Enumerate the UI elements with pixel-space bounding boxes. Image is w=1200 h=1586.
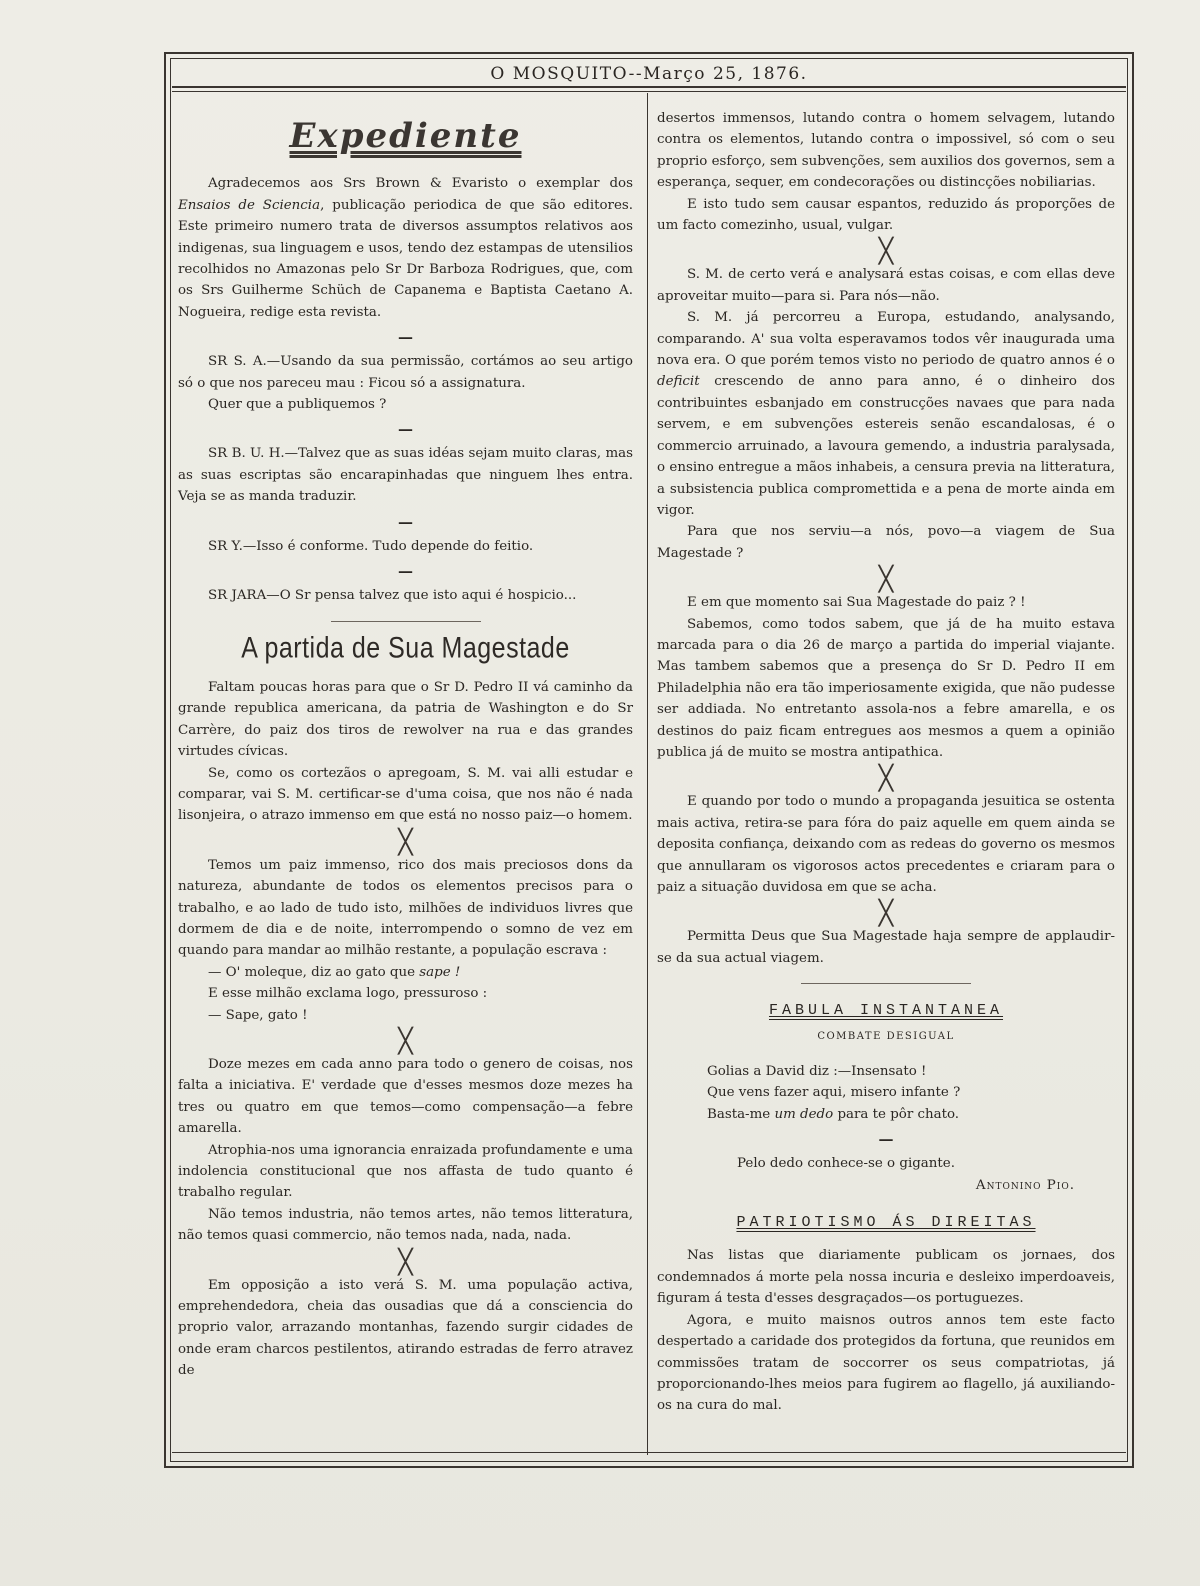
fable-subtitle: COMBATE DESIGUAL	[817, 1030, 955, 1042]
article-paragraph: S. M. de certo verá e analysará estas coisas, e com ellas deve aproveitar muito—para si. Para nós—não.	[657, 267, 1115, 304]
article-paragraph: E isto tudo sem causar espantos, reduzido ás proporções de um facto comezinho, usual, vulgar.	[657, 196, 1115, 234]
text-run: para te pôr chato.	[833, 1106, 960, 1122]
journal-title: Ensaios de Sciencia	[178, 197, 321, 213]
article-paragraph: Em opposição a isto verá S. M. uma população activa, emprehendedora, cheia das ousadias que dá a consciencia do proprio valor, arrazando montanhas, fazendo surgir cidades de onde eram charcos pestilentos, atirando estradas de ferro atravez de	[178, 1277, 633, 1379]
expediente-note: SR JARA—O Sr pensa talvez que isto aqui é hospicio...	[208, 588, 577, 604]
text-run: crescendo de anno para anno, é o dinheiro dos contribuintes esbanjado em construcções navaes que para nada servem, e em subvenções estereis senão escandalosas, é o commercio arruinado, a lavoura gemendo, a industria paralysada, o ensino entregue a mãos inhabeis, a censura previa na litteratura, a subsistencia publica compromettida e a pena de morte ainda em vigor.	[657, 374, 1115, 518]
dash-separator: —	[398, 420, 413, 439]
dash-separator: —	[878, 1130, 894, 1149]
cross-separator: ╳	[878, 565, 894, 594]
masthead-rule	[172, 91, 1126, 92]
article-paragraph: Se, como os cortezãos o apregoam, S. M. vai alli estudar e comparar, vai S. M. certificar-se d'uma coisa, que nos não é nada lisonjeira, o atrazo immenso em que está no nosso paiz—o homem.	[178, 765, 633, 824]
patriotismo-title: PATRIOTISMO ÁS DIREITAS	[736, 1214, 1036, 1232]
right-column	[657, 108, 1115, 1417]
text-run: S. M. já percorreu a Europa, estudando, analysando, comparando. A' sua volta esperavamos todos vêr inaugurada uma nova era. O que porém temos visto no periodo de quatro annos é o	[657, 310, 1115, 369]
text-run-italic: um dedo	[774, 1106, 834, 1122]
cross-separator: ╳	[878, 899, 894, 928]
cross-separator: ╳	[398, 1247, 413, 1276]
dash-separator: —	[398, 512, 413, 531]
text-run-italic: sape !	[419, 964, 461, 980]
article-paragraph: Sabemos, como todos sabem, que já de ha muito estava marcada para o dia 26 de março a partida do imperial viajante. Mas tambem sabemos que a presença do Sr D. Pedro II em Philadelphia não era tão imperiosamente exigida, que não pudesse ser addiada. No entretanto assola-nos a febre amarella, e os destinos do paiz ficam entregues aos mesmos a quem a opinião publica já de muito se mostra antipathica.	[657, 616, 1115, 760]
cross-separator: ╳	[878, 237, 894, 266]
article-paragraph: Faltam poucas horas para que o Sr D. Pedro II vá caminho da grande republica americana, da patria de Washington e do Sr Carrère, do paiz dos tiros de rewolver na rua e das grandes virtudes cívicas.	[178, 679, 633, 760]
text-run-italic: deficit	[657, 374, 700, 390]
dash-separator: —	[398, 562, 413, 581]
article-paragraph: Não temos industria, não temos artes, não temos litteratura, não temos quasi commercio, não temos nada, nada, nada.	[178, 1206, 633, 1244]
article-paragraph: Doze mezes em cada anno para todo o genero de coisas, nos falta a iniciativa. E' verdade que d'esses mesmos doze mezes ha tres ou quatro em que temos—como compensação—a febre amarella.	[178, 1057, 633, 1137]
expediente-note: SR S. A.—Usando da sua permissão, cortámos ao seu artigo só o que nos pareceu mau : Ficou só a assignatura.	[178, 354, 633, 391]
section-separator	[801, 983, 971, 984]
article-paragraph: — Sape, gato !	[208, 1007, 308, 1023]
article-paragraph: E em que momento sai Sua Magestade do paiz ? !	[687, 595, 1026, 611]
fable-author: Antonino Pio.	[975, 1177, 1075, 1193]
fable-moral: Pelo dedo conhece-se o gigante.	[737, 1156, 955, 1172]
text-run: Agradecemos aos Srs Brown & Evaristo o exemplar dos	[208, 176, 633, 192]
article-paragraph: E quando por todo o mundo a propaganda jesuitica se ostenta mais activa, retira-se para fóra do paiz aquelle em quem ainda se deposita confiança, deixando com as redeas do governo os mesmos que annullaram os vigorosos actos precedentes e criaram para o paiz a situação duvidosa em que se acha.	[657, 794, 1115, 895]
cross-separator: ╳	[398, 827, 413, 856]
fable-verse: Golias a David diz :—Insensato !	[707, 1064, 927, 1080]
expediente-heading: Expediente	[289, 116, 522, 156]
expediente-paragraph	[178, 173, 633, 323]
article-title: A partida de Sua Magestade	[241, 630, 570, 665]
spacer	[657, 1196, 1115, 1206]
article-paragraph: E esse milhão exclama logo, pressuroso :	[208, 986, 488, 1002]
article-paragraph: Para que nos serviu—a nós, povo—a viagem de Sua Magestade ?	[657, 524, 1115, 561]
article-paragraph: Temos um paiz immenso, rico dos mais preciosos dons da natureza, abundante de todos os elementos precisos para o trabalho, e ao lado de tudo isto, milhões de individuos livres que dormem de dia e de noite, interrompendo o somno de vez em quando para mandar ao milhão restante, a população escrava :	[178, 857, 633, 959]
column-divider	[647, 93, 648, 1455]
left-column	[178, 116, 633, 1382]
article-paragraph: Permitta Deus que Sua Magestade haja sempre de applaudir-se da sua actual viagem.	[657, 929, 1115, 966]
article-paragraph	[178, 962, 633, 983]
expediente-note: SR Y.—Isso é conforme. Tudo depende do feitio.	[208, 538, 534, 554]
article-paragraph: Agora, e muito maisnos outros annos tem este facto despertado a caridade dos protegidos da fortuna, que reunidos em commissões tratam de soccorrer os seus compatriotas, já proporcionando-lhes meios para fugirem ao flagello, já auxiliando-os na cura do mal.	[657, 1312, 1115, 1414]
cross-separator: ╳	[398, 1027, 413, 1055]
fable-verse	[657, 1104, 1115, 1125]
spacer	[657, 1235, 1115, 1245]
text-run: , publicação periodica de que são editores. Este primeiro numero trata de diversos assumptos relativos aos indigenas, sua linguagem e usos, tendo dez estampas de utensilios recolhidos no Amazonas pelo Sr Dr Barboza Rodrigues, que, com os Srs Guilherme Schüch de Capanema e Baptista Caetano A. Nogueira, redige esta revista.	[178, 197, 633, 320]
cross-separator: ╳	[878, 764, 894, 793]
masthead: O MOSQUITO--Março 25, 1876.	[172, 62, 1126, 88]
expediente-note: Quer que a publiquemos ?	[208, 397, 387, 413]
article-paragraph: desertos immensos, lutando contra o homem selvagem, lutando contra os elementos, lutando contra o impossivel, só com o seu proprio esforço, sem subvenções, sem auxilios dos governos, sem a esperança, sequer, em condecorações ou distincções nobiliarias.	[657, 111, 1115, 191]
article-paragraph: Atrophia-nos uma ignorancia enraizada profundamente e uma indolencia constitucional que nos affasta de tudo quanto é trabalho regular.	[178, 1142, 633, 1201]
article-paragraph	[657, 307, 1115, 521]
section-separator	[331, 621, 481, 622]
article-paragraph: Nas listas que diariamente publicam os jornaes, dos condemnados á morte pela nossa incuria e desleixo imperdoaveis, figuram á testa d'esses desgraçados—os portuguezes.	[657, 1248, 1115, 1307]
text-run: — O' moleque, diz ao gato que	[208, 964, 420, 980]
dash-separator: —	[398, 328, 413, 347]
fable-verse: Que vens fazer aqui, misero infante ?	[707, 1085, 961, 1101]
fable-title: FABULA INSTANTANEA	[768, 1002, 1004, 1020]
bottom-rule	[172, 1452, 1126, 1453]
text-run: Basta-me	[707, 1106, 775, 1122]
expediente-note: SR B. U. H.—Talvez que as suas idéas sejam muito claras, mas as suas escriptas são encarapinhadas que ninguem lhes entra. Veja se as manda traduzir.	[178, 446, 633, 505]
